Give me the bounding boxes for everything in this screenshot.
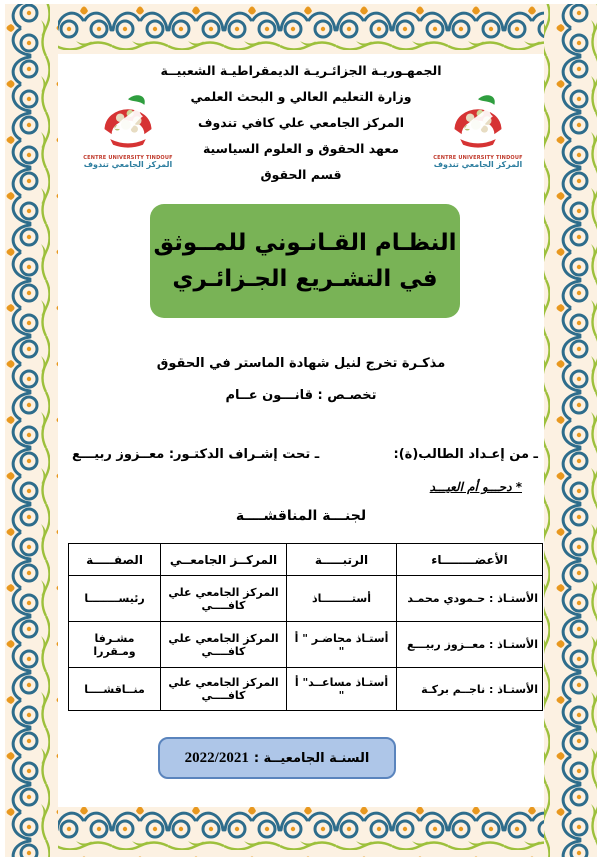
col-header-center: المركــز الجامعــي xyxy=(161,544,287,576)
university-logo-left xyxy=(82,92,174,170)
member-rank: أستـاذ مساعــد" أ " xyxy=(287,668,397,711)
col-header-rank: الرتبـــــة xyxy=(287,544,397,576)
header-republic-line: الجمهـوريـة الجزائـريـة الديمقراطيـة الشعبيــة xyxy=(160,63,442,78)
table-header-row xyxy=(69,544,543,576)
thesis-title-box xyxy=(150,204,460,318)
byline-row xyxy=(72,447,538,462)
committee-heading: لجنـــة المناقشــــة xyxy=(235,508,367,524)
header-ministry-line: وزارة التعليم العالي و البحث العلمي xyxy=(190,89,412,104)
table-row xyxy=(69,622,543,668)
thesis-title-line-1: النظـام القـانـوني للمــوثق xyxy=(153,230,457,256)
prepared-by-label: ـ من إعـداد الطالب(ة): xyxy=(393,447,538,462)
member-role: رئيســــــــا xyxy=(69,576,161,622)
header-center-line: المركز الجامعي علي كافي تندوف xyxy=(197,115,405,130)
member-rank: أستــــــــاذ xyxy=(287,576,397,622)
logo-arabic-caption: المركز الجامعي تندوف xyxy=(83,160,173,170)
specialty-statement: تخصـص : قانـــون عــام xyxy=(225,388,377,403)
member-center: المركز الجامعي علي كافــــي xyxy=(161,622,287,668)
academic-year-box xyxy=(158,737,396,779)
academic-year-label: السنـة الجامعيــة : xyxy=(253,750,370,766)
header-department-line: قسم الحقوق xyxy=(260,167,342,182)
logo-arabic-caption: المركز الجامعي تندوف xyxy=(433,160,523,170)
thesis-title-line-2: في التشـريع الجـزائـري xyxy=(172,266,438,292)
supervisor-label: ـ تحت إشـراف الدكتـور: معــزوز ربيـــع xyxy=(72,447,320,462)
logo-latin-caption: CENTRE UNIVERSITY TINDOUF xyxy=(433,154,523,161)
header-institute-line: معهد الحقوق و العلوم السياسية xyxy=(202,141,400,156)
academic-year-value: 2022/2021 xyxy=(184,749,249,766)
col-header-members: الأعضــــــــاء xyxy=(397,544,543,576)
degree-statement: مذكـرة تخرج لنيل شهادة الماستر في الحقوق xyxy=(156,356,446,371)
member-name: الأستـاذ : حـمودي محمـد xyxy=(397,576,543,622)
committee-table xyxy=(68,543,543,711)
member-name: الأستـاذ : ناجــم بركـة xyxy=(397,668,543,711)
member-role: مشـرفا ومـقررا xyxy=(69,622,161,668)
member-center: المركز الجامعي علي كافــــي xyxy=(161,576,287,622)
member-rank: أستـاذ محاضـر " أ " xyxy=(287,622,397,668)
university-logo-right xyxy=(432,92,524,170)
university-emblem-icon xyxy=(446,92,510,152)
member-role: منــاقشــــا xyxy=(69,668,161,711)
member-center: المركز الجامعي علي كافــــي xyxy=(161,668,287,711)
logo-latin-caption: CENTRE UNIVERSITY TINDOUF xyxy=(83,154,173,161)
member-name: الأستـاذ : معــزوز ربيـــع xyxy=(397,622,543,668)
table-row xyxy=(69,668,543,711)
university-emblem-icon xyxy=(96,92,160,152)
table-row xyxy=(69,576,543,622)
student-name: * دحـــو أم العيـــد xyxy=(429,480,522,494)
col-header-role: الصفـــــة xyxy=(69,544,161,576)
